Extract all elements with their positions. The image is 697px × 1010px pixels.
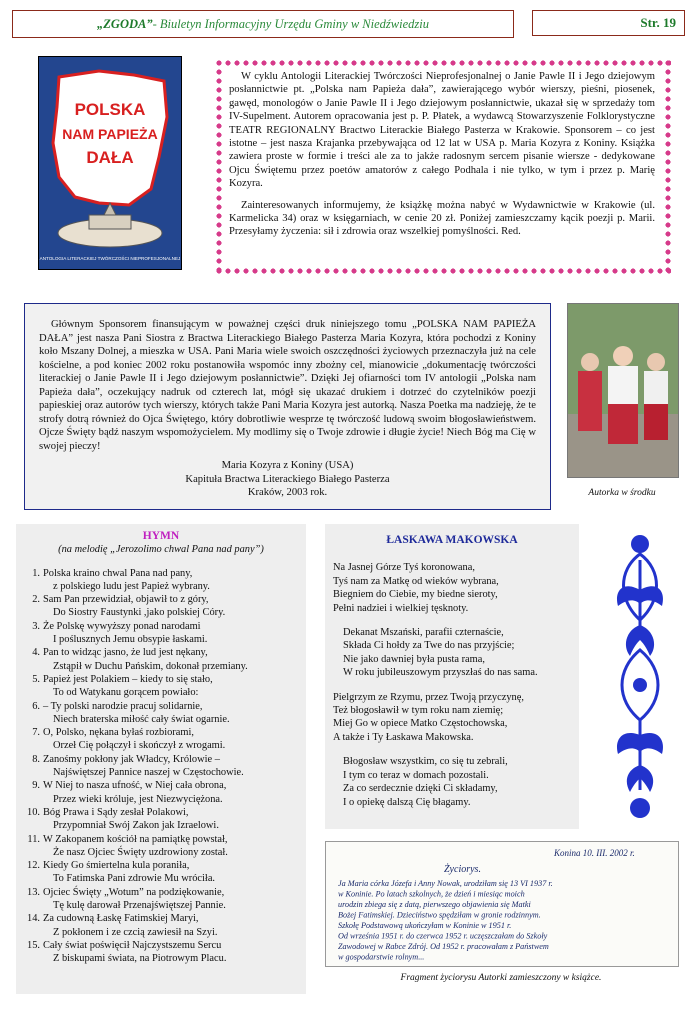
signature-line-2: Kapituła Bractwa Literackiego Białego Pasterza: [185, 473, 390, 485]
verse-text: [43, 567, 210, 594]
hymn-verse: [24, 753, 298, 780]
verse-text: [43, 593, 225, 620]
cover-title-3: DAŁA: [86, 148, 134, 167]
verse-text: [43, 646, 248, 673]
sponsor-paragraph: Głównym Sponsorem finansującym w poważnej części druk niniejszego tomu „POLSKA NAM PAPIEŻA DAŁA” jest nasza Pani Siostra z Bractwa Literackiego Białego Pasterza Maria Kozyra, która pochodzi z Koniny koło Mszany Dolnej, a mieszka w USA. Pani Maria wiele swoich oszczędności życiowych przeznaczyła już na cele kościelne, a pod koniec 2002 roku postanowiła wspomóc inny zbożny cel, mianowicie „dokumentację twórczości literackiej o Janie Pawle II i Jego dziejowym posłannictwie”. Dzięki Jej ofiarności tom IV antologii „Polska nam Papieża dała”, oczekujący nadruk od czterech lat, mógł się ukazać drukiem i dotrzeć do czytelników poezji papieskiej oraz autorów tych wierszy, których także Pani Maria Kozyra jest autorką. Nasza Poetka ma nadzieję, że te strofy dotrą również do Ojca Świętego, który dobrotliwie wesprze tę twórczość ludową swoim błogosławieństwem. Ojcze Święty bądź naszym wspomożycielem. My modlimy się o Twoje zdrowie i długie życie! Niech Bóg ma Cię w swojej pieczy!: [39, 319, 536, 452]
verse-number: 6.: [32, 700, 40, 712]
verse-line: W Zakopanem kościół na pamiątkę powstał,: [43, 833, 228, 845]
verse-number: 9.: [32, 780, 40, 792]
verse-line: Przez wieki króluje, jest Niezwyciężona.: [53, 793, 223, 805]
verse-number: 11.: [27, 833, 40, 845]
verse-line: Papież jest Polakiem – kiedy to się stało,: [43, 673, 213, 685]
cover-title-1: POLSKA: [74, 100, 146, 119]
stanza-line: Na Jasnej Górze Tyś koronowana,: [333, 562, 475, 574]
verse-line: z polskiego ludu jest Papież wybrany.: [53, 580, 210, 592]
newsletter-name: „ZGODA”: [97, 16, 153, 31]
ornament-art: [608, 530, 672, 830]
hymn-verse: [24, 567, 298, 594]
cover-title-2: NAM PAPIEŻA: [62, 126, 158, 142]
photo-art: [568, 304, 678, 477]
verse-line: Zanośmy pokłony jak Władcy, Królowie –: [43, 753, 220, 765]
letter-line: Zawodowej w Rabce Zdrój. Od 1952 r. pracowałam z Państwem: [338, 942, 549, 951]
hymn-poem: [16, 524, 306, 994]
stanza-line: Biegniem do Ciebie, my biedne sieroty,: [333, 589, 498, 601]
verse-text: [43, 753, 244, 780]
verse-line: Że nasz Ojciec Święty uzdrowiony został.: [53, 846, 228, 858]
verse-text: [43, 939, 226, 966]
hymn-verse: [24, 939, 298, 966]
verse-line: Sam Pan przewidział, objawił to z góry,: [43, 594, 209, 606]
verse-number: 2.: [32, 594, 40, 606]
verse-line: Z biskupami świata, na Piotrowym Placu.: [53, 953, 227, 965]
hymn-verse: [24, 593, 298, 620]
verse-text: [43, 673, 213, 700]
verse-text: [43, 620, 207, 647]
verse-text: [43, 833, 228, 860]
letter-line: Od września 1951 r. do czerwca 1952 r. uczęszczałam do Szkoły: [338, 931, 548, 941]
signature-line-1: Maria Kozyra z Koniny (USA): [221, 460, 354, 471]
verse-number: 4.: [32, 647, 40, 659]
stanza-line: Za co serdecznie dzięki Ci składamy,: [343, 783, 498, 795]
verse-line: Za cudowną Łaskę Fatimskiej Maryi,: [43, 913, 199, 925]
sponsor-signature: [39, 459, 536, 500]
verse-line: Tę kulę darował Przenajświętszej Pannie.: [53, 900, 226, 912]
intro-paragraph-2: Zainteresowanych informujemy, że książkę można nabyć w Wydawnictwie w Krakowie (ul. Karmelicka 34) oraz w księgarniach, w cenie 20 zł. Poniżej zamieszczamy kącik poezji p. Marii. Przesyłamy życzenia: sił i zdrowia oraz wszelkiej pomyślności. Red.: [229, 199, 655, 238]
verse-number: 5.: [32, 673, 40, 685]
stanza-line: I o opiekę dalszą Cię błagamy.: [343, 796, 471, 808]
hymn-title: HYMN: [142, 530, 180, 542]
verse-number: 12.: [27, 860, 40, 872]
verse-text: [43, 700, 230, 727]
hymn-verses: [24, 567, 298, 966]
verse-number: 8.: [32, 753, 40, 765]
verse-line: Ojciec Święty „Wotum” na podziękowanie,: [43, 886, 225, 898]
makowska-poem: [325, 524, 579, 829]
letter-caption: Fragment życiorysu Autorki zamieszczony w książce.: [400, 973, 602, 983]
verse-line: Niech braterska miłość cały świat ogarnie.: [53, 713, 230, 725]
verse-text: [43, 859, 215, 886]
folk-ornament-image: [608, 530, 672, 830]
newsletter-subtitle: - Biuletyn Informacyjny Urzędu Gminy w Niedźwiedziu: [152, 16, 429, 31]
hymn-verse: [24, 620, 298, 647]
hymn-verse: [24, 859, 298, 886]
letter-line: Ja Maria córka Józefa i Anny Nowak, urodziłam się 13 VI 1937 r.: [338, 879, 553, 888]
stanza-line: Pielgrzym ze Rzymu, przez Twoją przyczynę,: [333, 691, 524, 703]
stanza-line: W roku jubileuszowym przyszłaś do nas sama.: [343, 667, 538, 679]
book-cover-art: [39, 57, 181, 269]
stanza: [333, 561, 571, 615]
stanza: [333, 691, 571, 745]
verse-line: Polska kraino chwal Pana nad pany,: [43, 567, 193, 579]
stanza-line: Miej Go w opiece Matko Częstochowska,: [333, 718, 508, 730]
letter-line: urodzin zbiega się z datą, pierwszego objawienia się Matki: [338, 900, 531, 909]
header-bar: [12, 10, 514, 38]
stanza: [333, 626, 571, 680]
verse-line: Cały świat poświęcił Najczystszemu Sercu: [43, 939, 222, 951]
verse-line: Do Siostry Faustynki ,jako polskiej Córy.: [53, 607, 226, 619]
verse-text: [43, 912, 217, 939]
verse-line: Że Polskę wywyższy ponad narodami: [43, 620, 201, 632]
verse-text: [43, 726, 225, 753]
stanza-line: Błogosław wszystkim, co się tu zebrali,: [343, 756, 508, 768]
stanza-line: Pełni nadziei i wielkiej tęsknoty.: [333, 602, 469, 614]
verse-line: Orzeł Cię połączył i skończył z wrogami.: [53, 740, 226, 752]
hymn-verse: [24, 912, 298, 939]
hymn-verse: [24, 886, 298, 913]
verse-number: 14.: [27, 913, 40, 925]
hymn-verse: [24, 806, 298, 833]
verse-line: Pan to widząc jasno, że lud jest nękany,: [43, 647, 208, 659]
book-cover-image: [38, 56, 182, 270]
verse-number: 1.: [32, 567, 40, 579]
stanza-line: Składa Ci hołdy za Twe do nas przyjście;: [343, 640, 515, 652]
verse-number: 7.: [32, 727, 40, 739]
verse-line: Najświętszej Pannicе naszej w Częstochowie.: [53, 767, 244, 779]
stanza-line: Nie jako dawniej była pusta rama,: [343, 653, 485, 665]
verse-line: I poślusznych Jemu obsypie łaskami.: [53, 634, 208, 646]
makowska-stanzas: [333, 561, 571, 809]
verse-number: 15.: [27, 939, 40, 951]
stanza-line: Też błogosławił w tym roku nam ziemię;: [333, 705, 504, 717]
verse-line: Bóg Prawa i Sądy zesłał Polakowi,: [43, 806, 189, 818]
letter-line: Bożej Fatimskiej. Dzieciństwo spędziłam w gronie rodzinnym.: [338, 910, 541, 920]
verse-text: [43, 886, 226, 913]
verse-number: 13.: [27, 886, 40, 898]
hymn-verse: [24, 673, 298, 700]
author-photo: [567, 303, 679, 478]
verse-line: O, Polsko, nękana byłaś rozbiorami,: [43, 727, 194, 739]
hymn-verse: [24, 833, 298, 860]
stanza: [333, 755, 571, 809]
letter-line: Szkołę Podstawową ukończyłam w Koninie w 1951 r.: [338, 921, 512, 930]
intro-article: [213, 57, 671, 274]
verse-line: Zstąpił w Duchu Pańskim, dokonał przemiany.: [53, 660, 248, 672]
hymn-subtitle: (na melodię „Jerozolimo chwal Pana nad pany”): [58, 544, 264, 556]
page-number: Str. 19: [532, 10, 685, 36]
hymn-verse: [24, 726, 298, 753]
hymn-verse: [24, 646, 298, 673]
photo-caption: Autorka w środku: [588, 488, 656, 498]
makowska-title: ŁASKAWA MAKOWSKA: [386, 534, 518, 546]
verse-text: [43, 806, 219, 833]
signature-line-3: Kraków, 2003 rok.: [247, 487, 328, 498]
sponsor-article: [24, 303, 551, 510]
verse-number: 10.: [27, 806, 40, 818]
verse-line: Przypomniał Swój Zakon jak Izraelowi.: [53, 820, 219, 832]
verse-number: 3.: [32, 620, 40, 632]
letter-line: w Koninie. Po latach szkolnych, że dzień i miesiąc moich: [338, 889, 525, 899]
verse-text: [43, 779, 226, 806]
intro-paragraph-1: W cyklu Antologii Literackiej Twórczości Nieprofesjonalnej o Janie Pawle II i Jego dziejowym posłannictwie pt. „Polska nam Papieża dała”, zawierającego wybór wierszy, pieśni, piosenek, gawęd, monologów o Janie Pawle II i Jego dziejowym posłannictwie, ukazał się w sprzedaży tom IV-Supelment. Autorem opracowania jest p. P. Płatek, a wydawcą Stowarzyszenie Folklorystyczne TEATR REGIONALNY Bractwo Literackie Białego Pasterza w Krakowie. Sponsorem – co jest istotne – jest nasza Krajanka przebywająca od 12 lat w USA p. Maria Kozyra z Koniny. Książka zawiera proste w formie i treści ale za to jakże radosnym sercem pisanie wiersze - dedykowane Ojcu Świętemu przez poetów amatorów z całego Podhala i nie tylko, w tym i przez p. Marię Kozyra.: [229, 71, 655, 190]
letter-title: Życiorys.: [444, 864, 481, 875]
stanza-line: Dekanat Mszański, parafii czternaście,: [343, 627, 504, 639]
stanza-line: Tyś nam za Matkę od wieków wybrana,: [333, 575, 499, 587]
stanza-line: A także i Ty Łaskawa Makowska.: [333, 731, 474, 743]
letter-art: [326, 842, 678, 966]
stanza-line: I tym co teraz w domach pozostali.: [343, 769, 489, 781]
verse-line: Z pokłonem i ze czcią zawiesił na Szyi.: [53, 926, 218, 938]
letter-date: Konina 10. III. 2002 r.: [554, 848, 635, 858]
verse-line: W Niej to nasza ufność, w Niej cała obrona,: [43, 780, 227, 792]
verse-line: Kiedy Go śmiertelna kula poraniła,: [43, 860, 190, 872]
hymn-verse: [24, 779, 298, 806]
verse-line: To od Watykanu gorącem powiało:: [53, 687, 199, 699]
verse-line: – Ty polski narodzie pracuj solidarnie,: [43, 700, 203, 712]
letter-line: w gospodarstwie rolnym...: [338, 952, 425, 962]
handwritten-cv-image: [325, 841, 679, 967]
verse-line: To Fatimska Pani zdrowie Mu wróciła.: [53, 873, 216, 885]
cover-bottom-text: ANTOLOGIA LITERACKIEJ TWÓRCZOŚCI NIEPROFESJONALNEJ: [39, 256, 181, 261]
hymn-verse: [24, 700, 298, 727]
